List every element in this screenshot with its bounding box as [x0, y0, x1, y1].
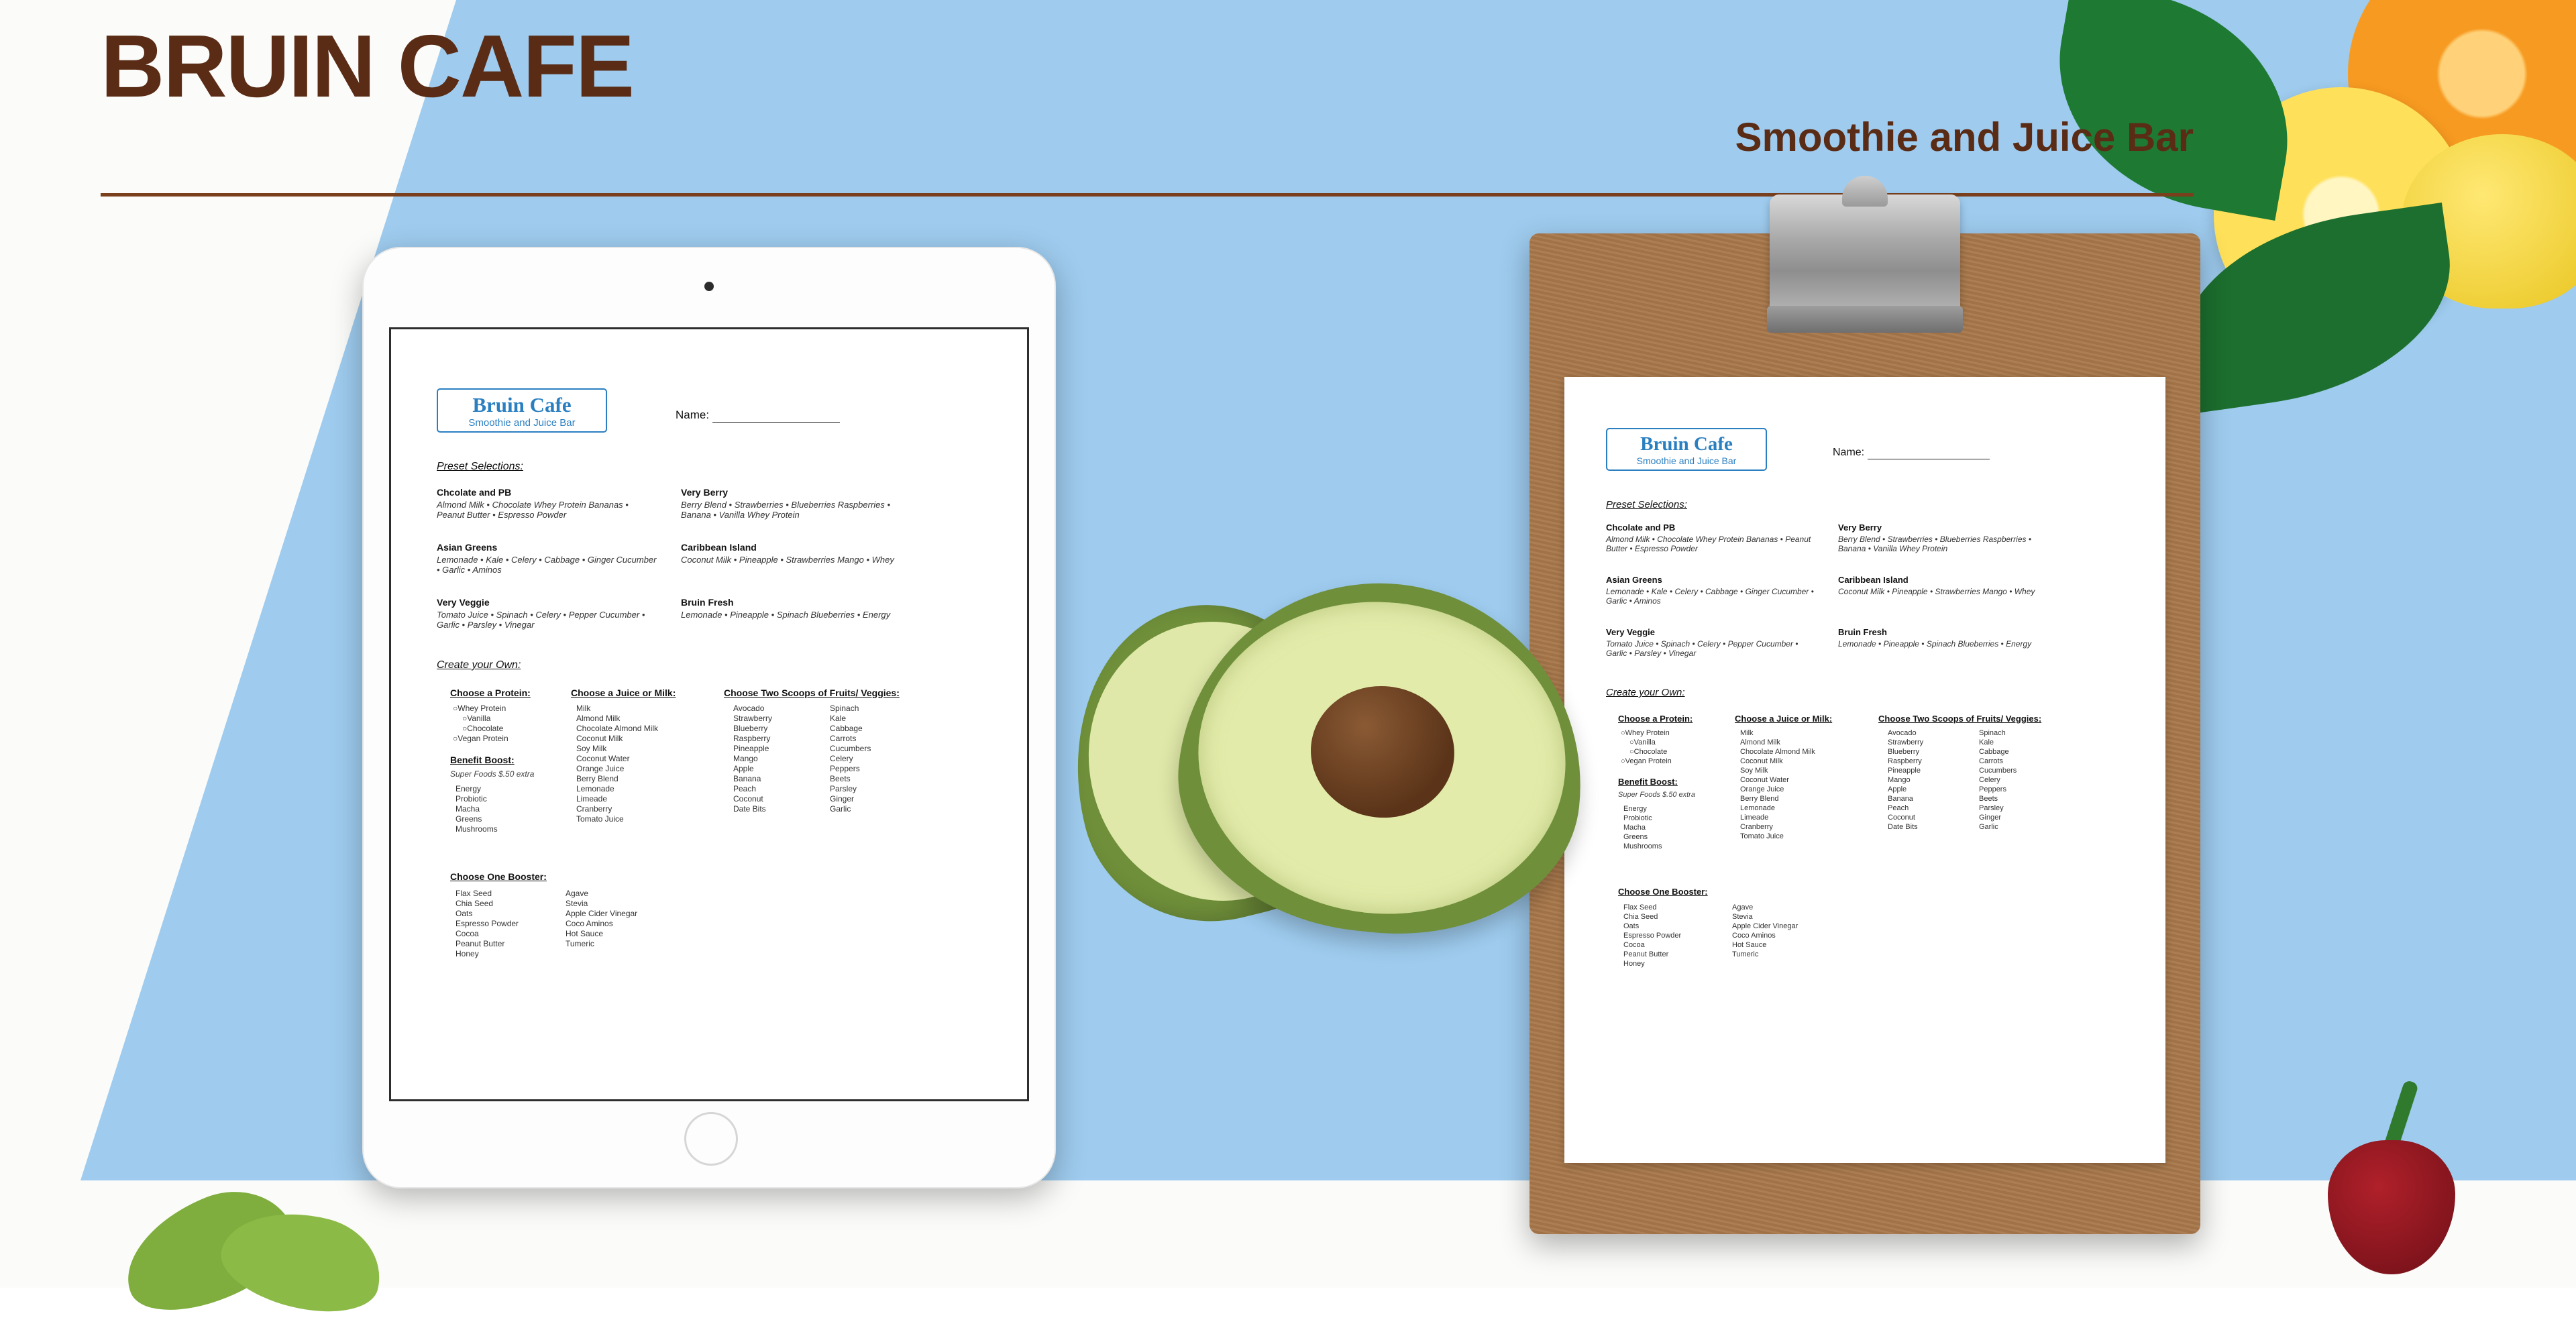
logo — [1606, 428, 1767, 471]
option-item: Chia Seed — [455, 899, 494, 908]
option-item: Strawberry — [1888, 738, 1924, 746]
option-item: Macha — [1623, 824, 1646, 832]
juice-options[interactable] — [1740, 728, 1815, 841]
option-item: Macha — [455, 804, 480, 814]
option-item: ○Vanilla — [1629, 738, 1656, 746]
option-item: Cabbage — [1979, 748, 2009, 756]
preset-selections-heading: Preset Selections: — [437, 461, 523, 472]
option-item: Pineapple — [1888, 767, 1921, 775]
benefit-boost-heading: Benefit Boost: — [450, 755, 515, 765]
preset-item — [1838, 575, 2059, 596]
option-item: Soy Milk — [1740, 767, 1768, 775]
option-item: ○Vegan Protein — [1621, 757, 1672, 765]
page-header — [101, 17, 2194, 160]
preset-selections-heading: Preset Selections: — [1606, 499, 1687, 510]
option-item: Apple Cider Vinegar — [1732, 922, 1799, 930]
option-item: Celery — [1979, 776, 2000, 784]
option-item: Parsley — [830, 784, 857, 793]
option-item: ○Chocolate — [1629, 748, 1668, 756]
option-item: Kale — [1979, 738, 1994, 746]
preset-desc: Almond Milk • Chocolate Whey Protein Bananas • Peanut Butter • Espresso Powder — [437, 500, 629, 520]
option-item: Mushrooms — [455, 824, 498, 834]
option-item: Cranberry — [1740, 823, 1773, 831]
avocado-image — [1073, 563, 1597, 979]
option-item: Banana — [1888, 795, 1913, 803]
option-item: Espresso Powder — [455, 919, 519, 928]
preset-title: Chcolate and PB — [1606, 522, 1676, 533]
option-item: Cocoa — [455, 929, 479, 938]
option-item: ○Whey Protein — [453, 704, 506, 713]
benefit-boost-heading: Benefit Boost: — [1618, 777, 1678, 787]
option-item: Blueberry — [1888, 748, 1920, 756]
option-item: Hot Sauce — [566, 929, 604, 938]
preset-title: Bruin Fresh — [1838, 627, 1887, 637]
juice-options[interactable] — [576, 704, 658, 824]
option-item: Tumeric — [1732, 950, 1759, 958]
benefit-options[interactable] — [455, 784, 498, 834]
option-item: Greens — [1623, 833, 1648, 841]
option-item: Coconut — [733, 794, 763, 803]
option-item: Espresso Powder — [1623, 932, 1682, 940]
menu-sheet-print — [1564, 377, 2165, 1163]
option-item: Tomato Juice — [1740, 832, 1784, 840]
option-item: Cabbage — [830, 724, 863, 733]
option-item: Strawberry — [733, 714, 773, 723]
preset-item — [1606, 575, 1821, 606]
booster-options-column-1[interactable] — [455, 889, 519, 959]
option-item: Limeade — [1740, 814, 1769, 822]
option-item: Garlic — [1979, 823, 1998, 831]
preset-title: Very Berry — [681, 487, 729, 498]
booster-options-column-1[interactable] — [1623, 903, 1681, 968]
name-label: Name: — [676, 408, 710, 421]
option-item: Orange Juice — [576, 764, 625, 773]
option-item: Flax Seed — [455, 889, 492, 898]
option-item: Parsley — [1979, 804, 2004, 812]
menu-sheet-tablet — [391, 329, 1027, 1099]
logo-title: Bruin Cafe — [1640, 433, 1733, 455]
option-item: Berry Blend — [576, 774, 619, 783]
name-field-row — [676, 408, 840, 423]
preset-item — [681, 598, 909, 620]
option-item: ○Chocolate — [462, 724, 504, 733]
option-item: Apple Cider Vinegar — [566, 909, 638, 918]
preset-item — [437, 598, 658, 630]
create-your-own-heading: Create your Own: — [437, 659, 521, 671]
protein-options[interactable] — [1621, 728, 1672, 766]
option-item: Cucumbers — [830, 744, 871, 753]
option-item: Flax Seed — [1623, 903, 1657, 911]
option-item: Energy — [1623, 805, 1647, 813]
option-item: Cranberry — [576, 804, 612, 814]
logo-subtitle: Smoothie and Juice Bar — [468, 417, 576, 429]
clipboard — [1529, 233, 2200, 1234]
scoops-options-column-1[interactable] — [1888, 728, 1923, 832]
preset-desc: Tomato Juice • Spinach • Celery • Pepper Cucumber • Garlic • Parsley • Vinegar — [1606, 639, 1799, 658]
printed-menu-sheet — [1564, 377, 2165, 1163]
option-item: Carrots — [830, 734, 857, 743]
option-item: Blueberry — [733, 724, 768, 733]
option-item: Agave — [1732, 903, 1754, 911]
option-item: ○Vegan Protein — [453, 734, 508, 743]
option-item: Peanut Butter — [1623, 950, 1669, 958]
option-item: Chia Seed — [1623, 913, 1658, 921]
option-item: Garlic — [830, 804, 851, 814]
name-input[interactable] — [1868, 447, 1990, 459]
preset-desc: Lemonade • Pineapple • Spinach Blueberries • Energy — [1838, 639, 2032, 649]
option-item: Beets — [1979, 795, 1998, 803]
booster-heading: Choose One Booster: — [450, 871, 547, 882]
option-item: Raspberry — [1888, 757, 1922, 765]
option-item: Milk — [576, 704, 591, 713]
preset-desc: Coconut Milk • Pineapple • Strawberries Mango • Whey — [681, 555, 894, 565]
preset-title: Asian Greens — [437, 542, 498, 553]
preset-item — [681, 543, 909, 565]
preset-desc: Berry Blend • Strawberries • Blueberries Raspberries • Banana • Vanilla Whey Protein — [1838, 535, 2032, 553]
preset-item — [1838, 523, 2059, 553]
preset-desc: Lemonade • Pineapple • Spinach Blueberries • Energy — [681, 610, 891, 620]
option-item: Lemonade — [1740, 804, 1775, 812]
option-item: Honey — [1623, 960, 1645, 968]
booster-options-column-2[interactable] — [566, 889, 637, 949]
option-item: Date Bits — [733, 804, 766, 814]
option-item: Carrots — [1979, 757, 2004, 765]
option-item: Raspberry — [733, 734, 771, 743]
option-item: Honey — [455, 949, 479, 958]
tablet-screen[interactable] — [389, 327, 1029, 1101]
option-item: Stevia — [566, 899, 588, 908]
juice-heading: Choose a Juice or Milk: — [1735, 714, 1833, 724]
option-item: ○Vanilla — [462, 714, 491, 723]
protein-heading: Choose a Protein: — [450, 687, 531, 698]
option-item: Pineapple — [733, 744, 769, 753]
preset-desc: Lemonade • Kale • Celery • Cabbage • Ginger Cucumber • Garlic • Aminos — [437, 555, 657, 575]
option-item: Milk — [1740, 729, 1754, 737]
option-item: Probiotic — [455, 794, 487, 803]
option-item: Spinach — [830, 704, 859, 713]
tablet-device — [362, 247, 1056, 1188]
option-item: Peach — [733, 784, 757, 793]
option-item: Mushrooms — [1623, 842, 1662, 850]
option-item: Banana — [733, 774, 761, 783]
clip-bar — [1767, 306, 1963, 333]
scoops-heading: Choose Two Scoops of Fruits/ Veggies: — [1878, 714, 2042, 724]
create-your-own-heading: Create your Own: — [1606, 687, 1685, 698]
option-item: Peanut Butter — [455, 939, 505, 948]
scoops-options-column-1[interactable] — [733, 704, 772, 814]
option-item: Lemonade — [576, 784, 614, 793]
preset-item — [437, 543, 658, 575]
option-item: Apple — [733, 764, 754, 773]
option-item: Agave — [566, 889, 589, 898]
option-item: Oats — [1623, 922, 1640, 930]
option-item: Tumeric — [566, 939, 594, 948]
protein-heading: Choose a Protein: — [1618, 714, 1693, 724]
protein-options[interactable] — [453, 704, 508, 744]
option-item: Coconut Water — [1740, 776, 1789, 784]
preset-item — [437, 488, 658, 520]
preset-item — [1606, 523, 1821, 553]
option-item: Coconut — [1888, 814, 1915, 822]
page-title: BRUIN CAFE — [101, 17, 633, 115]
scoops-heading: Choose Two Scoops of Fruits/ Veggies: — [724, 687, 900, 698]
option-item: Peach — [1888, 804, 1909, 812]
avocado-pit — [1304, 679, 1460, 824]
option-item: Avocado — [733, 704, 765, 713]
option-item: Coconut Milk — [576, 734, 623, 743]
option-item: Greens — [455, 814, 482, 824]
preset-title: Chcolate and PB — [437, 487, 512, 498]
booster-heading: Choose One Booster: — [1618, 887, 1708, 897]
preset-item — [1838, 628, 2059, 649]
option-item: Chocolate Almond Milk — [1740, 748, 1815, 756]
option-item: Soy Milk — [576, 744, 607, 753]
option-item: Oats — [455, 909, 473, 918]
benefit-options[interactable] — [1623, 804, 1662, 851]
option-item: Kale — [830, 714, 847, 723]
preset-title: Caribbean Island — [681, 542, 757, 553]
option-item: Almond Milk — [1740, 738, 1780, 746]
option-item: Chocolate Almond Milk — [576, 724, 659, 733]
option-item: Coco Aminos — [566, 919, 613, 928]
home-button[interactable] — [684, 1112, 738, 1166]
option-item: ○Whey Protein — [1621, 729, 1670, 737]
name-label: Name: — [1833, 447, 1865, 458]
option-item: Beets — [830, 774, 851, 783]
option-item: Stevia — [1732, 913, 1753, 921]
name-input[interactable] — [712, 408, 840, 423]
preset-desc: Berry Blend • Strawberries • Blueberries Raspberries • Banana • Vanilla Whey Protein — [681, 500, 891, 520]
preset-title: Caribbean Island — [1838, 575, 1909, 585]
benefit-boost-note: Super Foods $.50 extra — [450, 769, 535, 779]
option-item: Ginger — [830, 794, 855, 803]
page-subtitle: Smoothie and Juice Bar — [1735, 115, 2194, 160]
juice-heading: Choose a Juice or Milk: — [571, 687, 676, 698]
option-item: Limeade — [576, 794, 608, 803]
option-item: Coco Aminos — [1732, 932, 1776, 940]
option-item: Peppers — [1979, 785, 2006, 793]
option-item: Celery — [830, 754, 853, 763]
option-item: Spinach — [1979, 729, 2006, 737]
preset-title: Asian Greens — [1606, 575, 1662, 585]
option-item: Peppers — [830, 764, 860, 773]
option-item: Apple — [1888, 785, 1907, 793]
preset-desc: Lemonade • Kale • Celery • Cabbage • Ginger Cucumber • Garlic • Aminos — [1606, 587, 1814, 606]
preset-item — [1606, 628, 1821, 658]
preset-desc: Almond Milk • Chocolate Whey Protein Bananas • Peanut Butter • Espresso Powder — [1606, 535, 1811, 553]
preset-title: Very Berry — [1838, 522, 1882, 533]
preset-desc: Tomato Juice • Spinach • Celery • Pepper Cucumber • Garlic • Parsley • Vinegar — [437, 610, 645, 630]
option-item: Hot Sauce — [1732, 941, 1767, 949]
option-item: Coconut Milk — [1740, 757, 1783, 765]
option-item: Cucumbers — [1979, 767, 2017, 775]
benefit-boost-note: Super Foods $.50 extra — [1618, 791, 1695, 799]
preset-title: Very Veggie — [1606, 627, 1655, 637]
clip-clamp[interactable] — [1770, 195, 1960, 322]
option-item: Almond Milk — [576, 714, 621, 723]
preset-title: Very Veggie — [437, 597, 490, 608]
option-item: Probiotic — [1623, 814, 1652, 822]
option-item: Date Bits — [1888, 823, 1918, 831]
logo — [437, 388, 607, 433]
booster-options-column-2[interactable] — [1732, 903, 1798, 959]
camera-icon — [704, 282, 714, 291]
option-item: Energy — [455, 784, 482, 793]
logo-title: Bruin Cafe — [472, 393, 572, 417]
scoops-options-column-2[interactable] — [830, 704, 871, 814]
scoops-options-column-2[interactable] — [1979, 728, 2017, 832]
option-item: Mango — [1888, 776, 1911, 784]
option-item: Tomato Juice — [576, 814, 624, 824]
name-field-row — [1833, 447, 1990, 459]
option-item: Berry Blend — [1740, 795, 1779, 803]
option-item: Cocoa — [1623, 941, 1645, 949]
option-item: Avocado — [1888, 729, 1917, 737]
option-item: Ginger — [1979, 814, 2002, 822]
preset-desc: Coconut Milk • Pineapple • Strawberries Mango • Whey — [1838, 587, 2035, 596]
preset-title: Bruin Fresh — [681, 597, 734, 608]
option-item: Coconut Water — [576, 754, 630, 763]
logo-subtitle: Smoothie and Juice Bar — [1636, 455, 1737, 466]
preset-item — [681, 488, 909, 520]
option-item: Mango — [733, 754, 758, 763]
option-item: Orange Juice — [1740, 785, 1784, 793]
